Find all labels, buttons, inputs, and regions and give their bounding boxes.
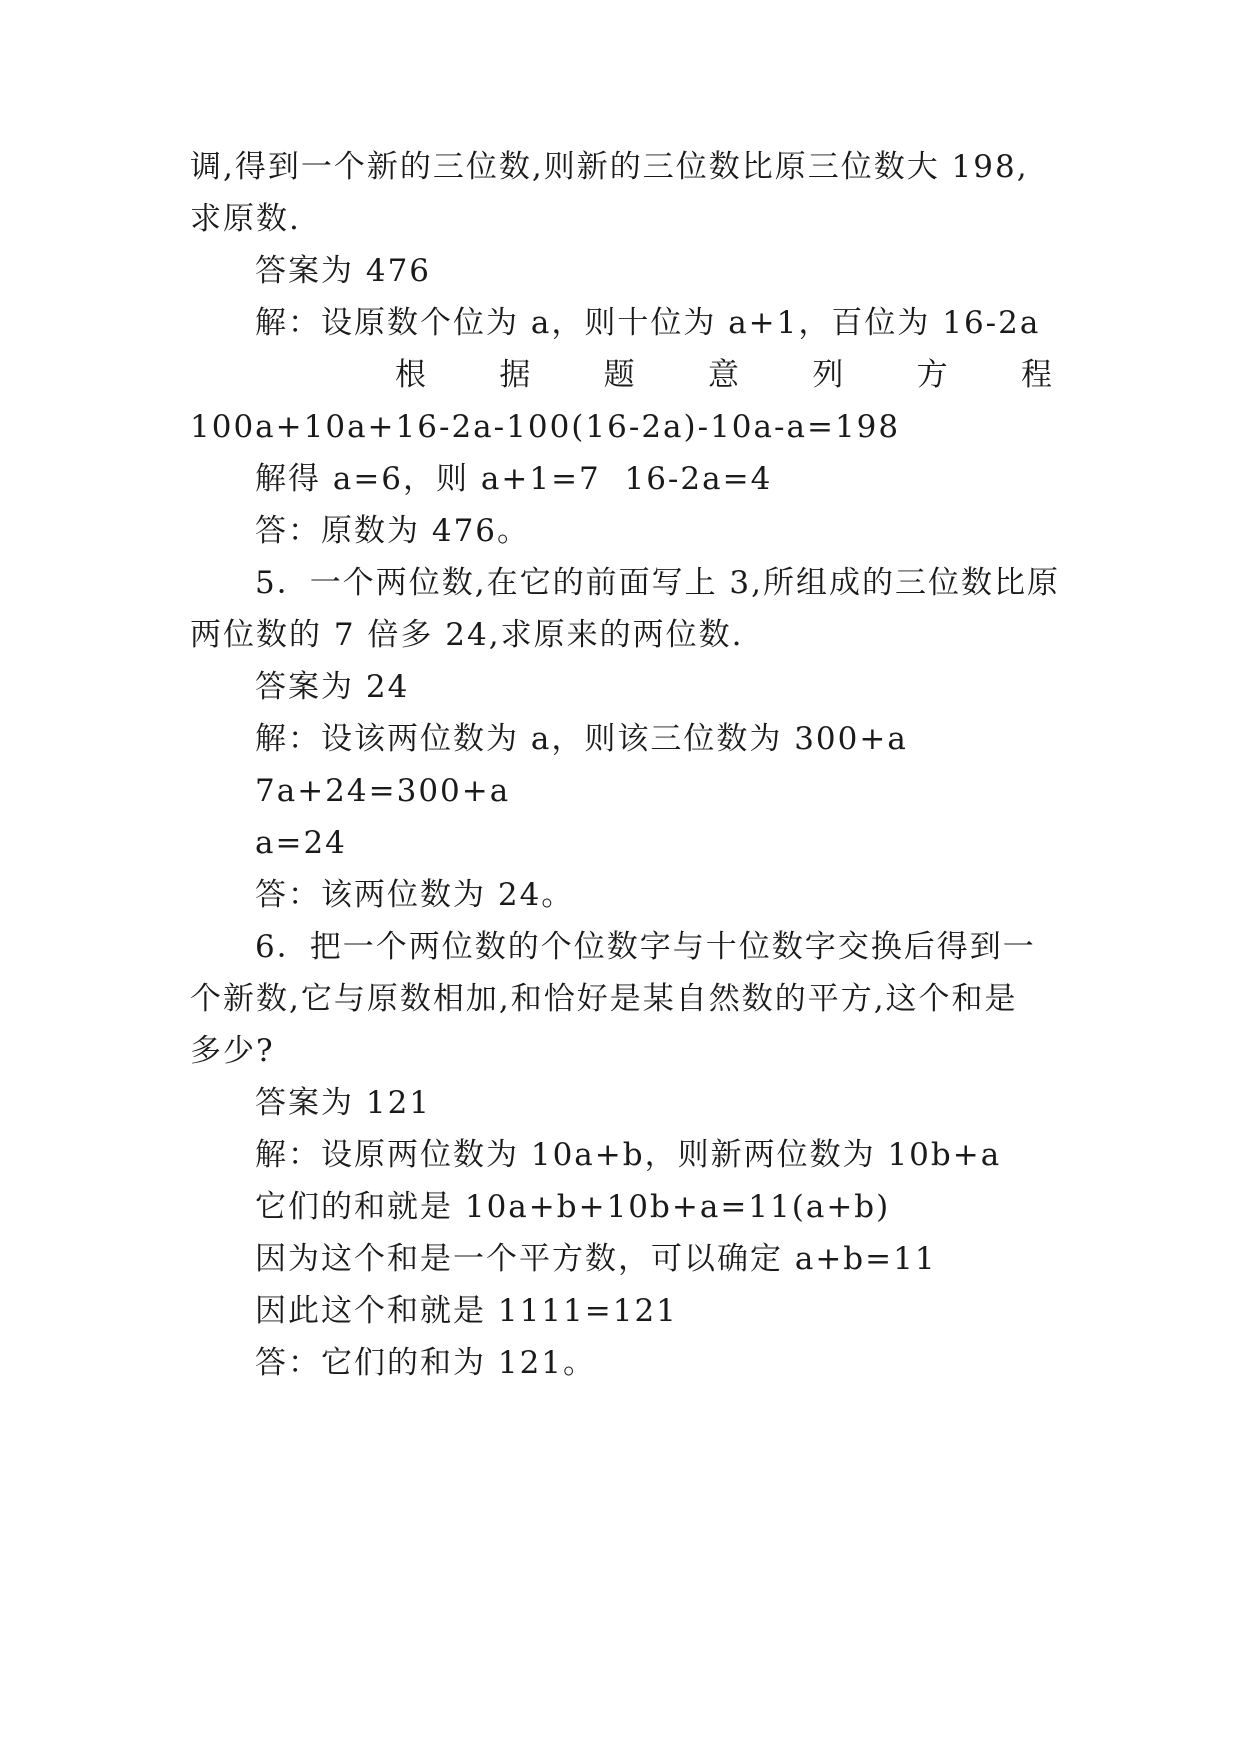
question-6-line-1: 6．把一个两位数的个位数字与十位数字交换后得到一 xyxy=(255,929,1036,965)
solution-line-q6-setup: 解：设原两位数为 10a+b，则新两位数为 10b+a xyxy=(255,1137,1002,1173)
solution-line-q4-result: 解得 a=6，则 a+1=7 16-2a=4 xyxy=(255,461,773,497)
text-line-q4-cont-2: 求原数. xyxy=(190,201,301,237)
final-answer-q5: 答：该两位数为 24。 xyxy=(255,877,575,913)
solution-line-q6-sum: 它们的和就是 10a+b+10b+a=11(a+b) xyxy=(255,1189,891,1225)
solution-line-q5-result: a=24 xyxy=(255,825,347,861)
spaced-char: 据 xyxy=(499,357,531,393)
question-5-line-1: 5．一个两位数,在它的前面写上 3,所组成的三位数比原 xyxy=(255,565,1061,601)
spaced-char: 程 xyxy=(1020,357,1052,393)
final-answer-q6: 答：它们的和为 121。 xyxy=(255,1345,597,1381)
answer-line-q4: 答案为 476 xyxy=(255,253,432,289)
equation-line-q5: 7a+24=300+a xyxy=(255,773,511,809)
spaced-char: 题 xyxy=(603,357,635,393)
spaced-char: 根 xyxy=(395,357,426,393)
answer-line-q5: 答案为 24 xyxy=(255,669,410,705)
solution-line-q6-square: 因为这个和是一个平方数，可以确定 a+b=11 xyxy=(255,1241,937,1277)
text-line-q4-cont-1: 调,得到一个新的三位数,则新的三位数比原三位数大 198, xyxy=(190,149,1029,185)
equation-line-q4: 100a+10a+16-2a-100(16-2a)-10a-a=198 xyxy=(190,409,901,445)
solution-line-q4-setup: 解：设原数个位为 a，则十位为 a+1，百位为 16-2a xyxy=(255,305,1041,341)
spaced-heading-equation xyxy=(395,346,1052,404)
solution-line-q6-result: 因此这个和就是 1111=121 xyxy=(255,1293,678,1329)
spaced-char: 意 xyxy=(707,357,739,393)
final-answer-q4: 答：原数为 476。 xyxy=(255,513,531,549)
spaced-char: 方 xyxy=(916,357,948,393)
question-6-line-2: 个新数,它与原数相加,和恰好是某自然数的平方,这个和是 xyxy=(190,981,1018,1017)
spaced-char: 列 xyxy=(812,357,844,393)
answer-line-q6: 答案为 121 xyxy=(255,1085,432,1121)
question-5-line-2: 两位数的 7 倍多 24,求原来的两位数. xyxy=(190,617,744,653)
question-6-line-3: 多少? xyxy=(190,1033,275,1069)
solution-line-q5-setup: 解：设该两位数为 a，则该三位数为 300+a xyxy=(255,721,908,757)
